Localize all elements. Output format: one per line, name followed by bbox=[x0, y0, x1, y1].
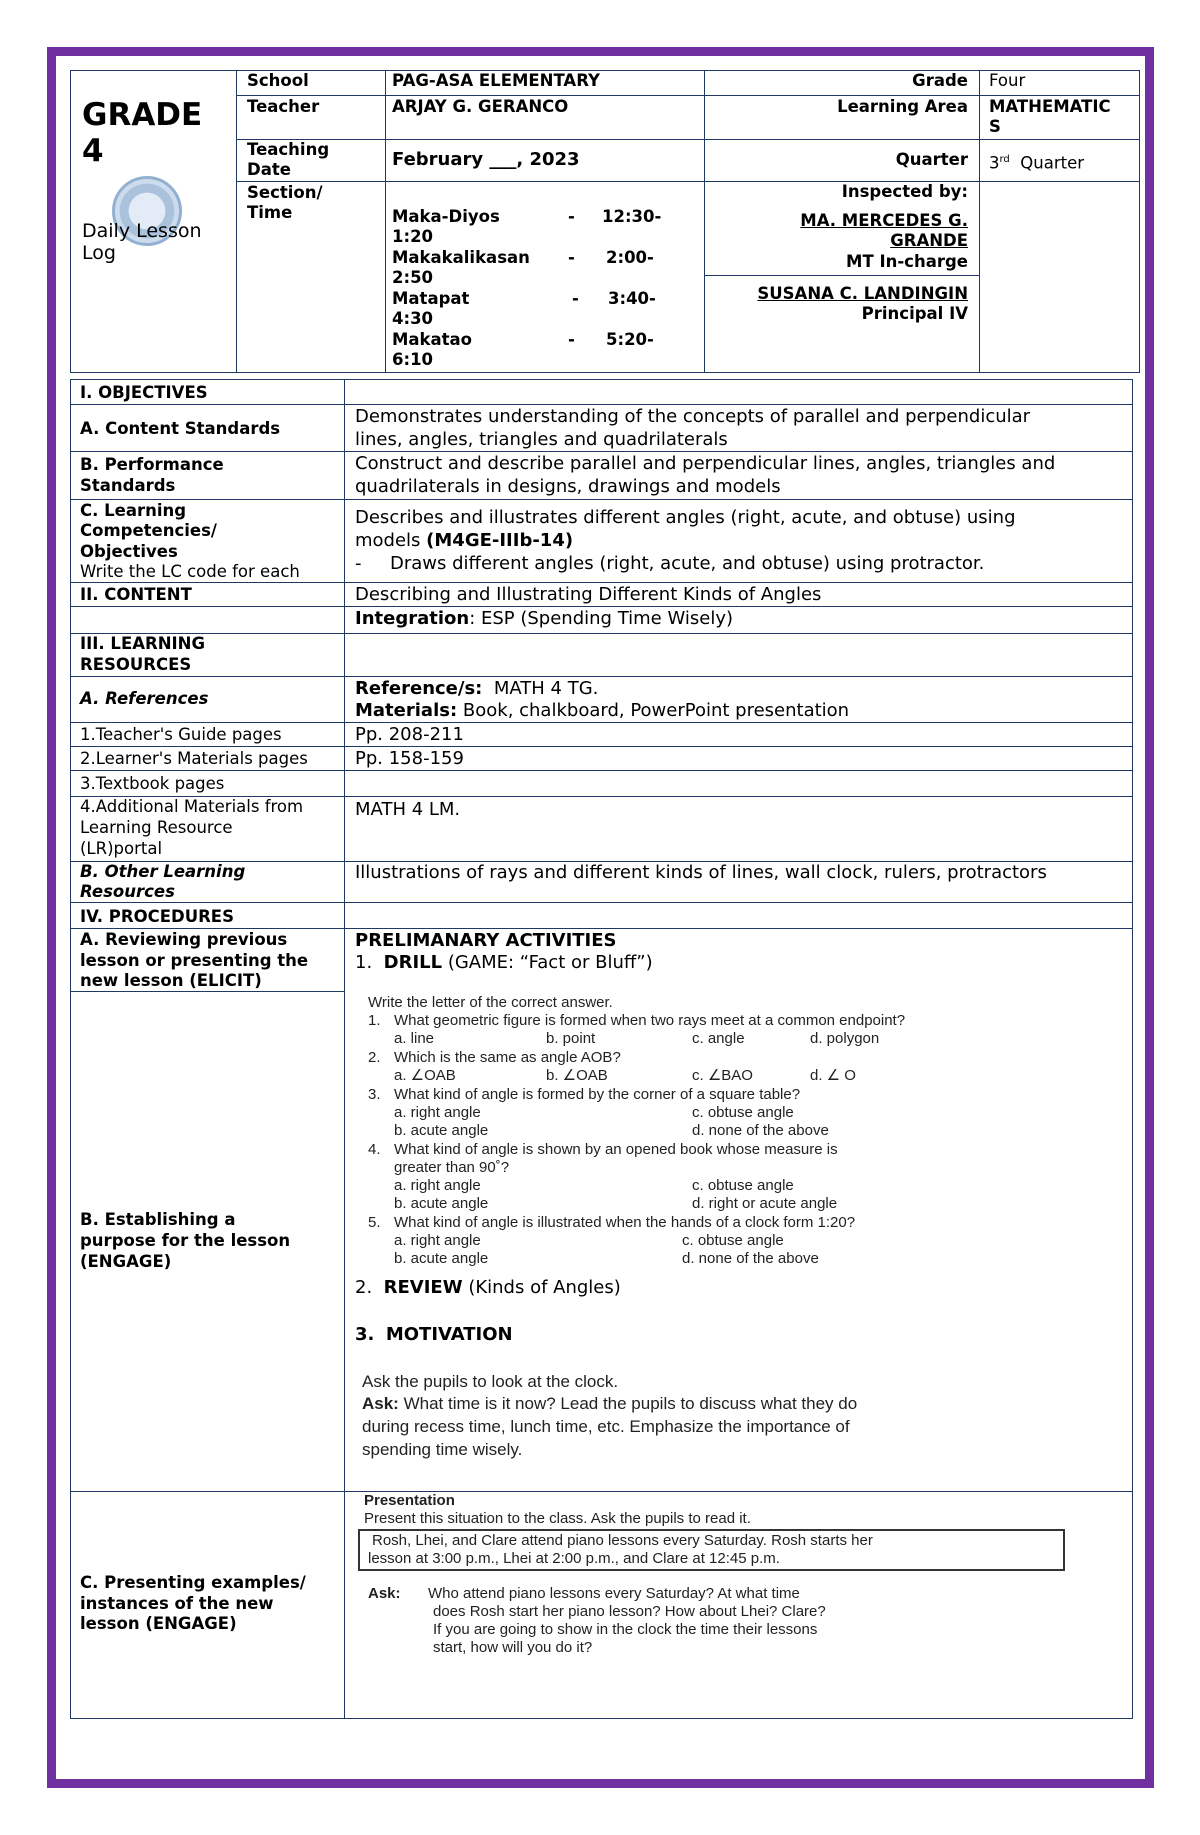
competencies-line-3-dash: - bbox=[355, 553, 362, 574]
other-value: Illustrations of rays and different kinds of lines, wall clock, rulers, protractors bbox=[355, 862, 1047, 883]
situation-line-2: lesson at 3:00 p.m., Lhei at 2:00 p.m., and Clare at 12:45 p.m. bbox=[368, 1550, 780, 1567]
q5-opt-a: a. right angle bbox=[394, 1232, 481, 1249]
q4-opt-a: a. right angle bbox=[394, 1177, 481, 1194]
quarter-value: 3rd Quarter bbox=[989, 153, 1085, 173]
additional-label-1: 4.Additional Materials from bbox=[80, 797, 304, 816]
q4-text-2: greater than 90˚? bbox=[394, 1159, 510, 1176]
drill-line: 1. DRILL (GAME: “Fact or Bluff”) bbox=[355, 952, 653, 973]
tg-value: Pp. 208-211 bbox=[355, 724, 464, 745]
q1-text: What geometric figure is formed when two rays meet at a common endpoint? bbox=[394, 1012, 906, 1029]
references-label: A. References bbox=[80, 689, 209, 708]
preliminary-activities: PRELIMANARY ACTIVITIES bbox=[355, 930, 617, 951]
b-label-2: purpose for the lesson bbox=[80, 1231, 291, 1250]
teaching-date-label-2: Date bbox=[247, 160, 291, 179]
section-end: 2:50 bbox=[392, 268, 434, 287]
q2-opt-d: d. ∠ O bbox=[810, 1067, 856, 1084]
grade-title: GRADE 4 bbox=[82, 97, 203, 169]
presentation-text: Present this situation to the class. Ask the pupils to read it. bbox=[364, 1510, 751, 1527]
lm-label: 2.Learner's Materials pages bbox=[80, 749, 308, 768]
competencies-line-2: models (M4GE-IIIb-14) bbox=[355, 530, 574, 551]
b-label-3: (ENGAGE) bbox=[80, 1252, 172, 1271]
motivation-line: 3. MOTIVATION bbox=[355, 1324, 513, 1345]
performance-line-2: quadrilaterals in designs, drawings and models bbox=[355, 476, 781, 497]
performance-line-1: Construct and describe parallel and perpendicular lines, angles, triangles and bbox=[355, 453, 1056, 474]
learning-area-label: Learning Area bbox=[837, 97, 968, 116]
q1-num: 1. bbox=[368, 1012, 381, 1029]
q5-num: 5. bbox=[368, 1214, 381, 1231]
additional-value: MATH 4 LM. bbox=[355, 799, 461, 820]
q4-opt-d: d. right or acute angle bbox=[692, 1195, 838, 1212]
q5-opt-b: b. acute angle bbox=[394, 1250, 489, 1267]
ask-line-1: Who attend piano lessons every Saturday? At what time bbox=[428, 1585, 800, 1602]
q3-opt-c: c. obtuse angle bbox=[692, 1104, 794, 1121]
teaching-date-label-1: Teaching bbox=[247, 140, 330, 159]
mt-title: MT In-charge bbox=[846, 252, 968, 271]
performance-label-2: Standards bbox=[80, 476, 176, 495]
additional-label-2: Learning Resource bbox=[80, 818, 233, 837]
content-standards-line-1: Demonstrates understanding of the concepts of parallel and perpendicular bbox=[355, 406, 1031, 427]
section-row: Makakalikasan - 2:00- bbox=[392, 248, 654, 267]
objectives-heading: I. OBJECTIVES bbox=[80, 383, 208, 402]
resources-heading-1: III. LEARNING bbox=[80, 634, 205, 653]
mt-name-2: GRANDE bbox=[890, 231, 968, 250]
c-label-3: lesson (ENGAGE) bbox=[80, 1614, 237, 1633]
q1-opt-a: a. line bbox=[394, 1030, 435, 1047]
q5-text: What kind of angle is illustrated when the hands of a clock form 1:20? bbox=[394, 1214, 856, 1231]
presentation-title: Presentation bbox=[364, 1492, 455, 1509]
performance-label-1: B. Performance bbox=[80, 455, 224, 474]
q4-opt-b: b. acute angle bbox=[394, 1195, 489, 1212]
school-value: PAG-ASA ELEMENTARY bbox=[392, 71, 600, 90]
b-label-1: B. Establishing a bbox=[80, 1210, 236, 1229]
quarter-label: Quarter bbox=[895, 150, 968, 169]
procedures-heading: IV. PROCEDURES bbox=[80, 907, 234, 926]
motivation-text-2: Ask: What time is it now? Lead the pupils to discuss what they do bbox=[362, 1394, 858, 1413]
section-end: 4:30 bbox=[392, 309, 434, 328]
section-row: Makatao - 5:20- bbox=[392, 330, 654, 349]
school-label: School bbox=[247, 71, 309, 90]
ask-label: Ask: bbox=[368, 1585, 401, 1602]
section-label-2: Time bbox=[247, 203, 293, 222]
integration: Integration: ESP (Spending Time Wisely) bbox=[355, 608, 733, 629]
teacher-label: Teacher bbox=[247, 97, 320, 116]
q1-opt-d: d. polygon bbox=[810, 1030, 880, 1047]
q4-num: 4. bbox=[368, 1141, 381, 1158]
ask-line-2: does Rosh start her piano lesson? How about Lhei? Clare? bbox=[433, 1603, 826, 1620]
competencies-label-4: Write the LC code for each bbox=[80, 562, 300, 581]
ask-line-3: If you are going to show in the clock the time their lessons bbox=[433, 1621, 818, 1638]
grade-label: Grade bbox=[912, 71, 968, 90]
competencies-label-1: C. Learning bbox=[80, 501, 187, 520]
a-label-3: new lesson (ELICIT) bbox=[80, 971, 262, 990]
mt-name-1: MA. MERCEDES G. bbox=[800, 211, 968, 230]
daily-lesson-log-label: Daily Lesson Log bbox=[82, 220, 202, 264]
teaching-date-value: February ___, 2023 bbox=[392, 149, 580, 170]
competencies-line-1: Describes and illustrates different angles (right, acute, and obtuse) using bbox=[355, 507, 1016, 528]
q3-opt-a: a. right angle bbox=[394, 1104, 481, 1121]
a-label-1: A. Reviewing previous bbox=[80, 930, 288, 949]
other-label-1: B. Other Learning bbox=[80, 862, 246, 881]
content-standards-line-2: lines, angles, triangles and quadrilaterals bbox=[355, 429, 728, 450]
motivation-text-4: spending time wisely. bbox=[362, 1440, 523, 1459]
c-label-1: C. Presenting examples/ bbox=[80, 1573, 306, 1592]
situation-line-1: Rosh, Lhei, and Clare attend piano lessons every Saturday. Rosh starts her bbox=[372, 1532, 873, 1549]
content-standards-label: A. Content Standards bbox=[80, 419, 281, 438]
motivation-text-1: Ask the pupils to look at the clock. bbox=[362, 1372, 619, 1391]
reference-line: Reference/s: MATH 4 TG. bbox=[355, 678, 599, 699]
learning-area-value-1: MATHEMATIC bbox=[989, 97, 1111, 116]
section-end: 6:10 bbox=[392, 350, 434, 369]
q3-num: 3. bbox=[368, 1086, 381, 1103]
materials-line: Materials: Book, chalkboard, PowerPoint presentation bbox=[355, 700, 850, 721]
textbook-label: 3.Textbook pages bbox=[80, 774, 225, 793]
q2-num: 2. bbox=[368, 1049, 381, 1066]
section-label-1: Section/ bbox=[247, 183, 323, 202]
q1-opt-c: c. angle bbox=[692, 1030, 745, 1047]
q2-opt-c: c. ∠BAO bbox=[692, 1067, 753, 1084]
teacher-value: ARJAY G. GERANCO bbox=[392, 97, 569, 116]
resources-heading-2: RESOURCES bbox=[80, 655, 192, 674]
q4-text-1: What kind of angle is shown by an opened book whose measure is bbox=[394, 1141, 838, 1158]
quiz-instruction: Write the letter of the correct answer. bbox=[368, 994, 613, 1011]
principal-title: Principal IV bbox=[861, 304, 968, 323]
q3-opt-b: b. acute angle bbox=[394, 1122, 489, 1139]
q5-opt-c: c. obtuse angle bbox=[682, 1232, 784, 1249]
motivation-text-3: during recess time, lunch time, etc. Emphasize the importance of bbox=[362, 1417, 850, 1436]
q2-text: Which is the same as angle AOB? bbox=[394, 1049, 621, 1066]
q4-opt-c: c. obtuse angle bbox=[692, 1177, 794, 1194]
other-label-2: Resources bbox=[80, 882, 175, 901]
grade-value: Four bbox=[989, 71, 1026, 90]
ask-line-4: start, how will you do it? bbox=[433, 1639, 593, 1656]
learning-area-value-2: S bbox=[989, 117, 1001, 136]
c-label-2: instances of the new bbox=[80, 1594, 274, 1613]
competencies-label-3: Objectives bbox=[80, 542, 178, 561]
competencies-line-3: Draws different angles (right, acute, and obtuse) using protractor. bbox=[390, 553, 985, 574]
tg-label: 1.Teacher's Guide pages bbox=[80, 725, 282, 744]
review-line: 2. REVIEW (Kinds of Angles) bbox=[355, 1277, 621, 1298]
additional-label-3: (LR)portal bbox=[80, 839, 163, 858]
content-heading: II. CONTENT bbox=[80, 585, 192, 604]
lm-value: Pp. 158-159 bbox=[355, 748, 464, 769]
q3-opt-d: d. none of the above bbox=[692, 1122, 829, 1139]
section-end: 1:20 bbox=[392, 227, 434, 246]
q1-opt-b: b. point bbox=[546, 1030, 596, 1047]
q2-opt-b: b. ∠OAB bbox=[546, 1067, 608, 1084]
q5-opt-d: d. none of the above bbox=[682, 1250, 819, 1267]
q2-opt-a: a. ∠OAB bbox=[394, 1067, 456, 1084]
section-row: Maka-Diyos - 12:30- bbox=[392, 207, 662, 226]
inspected-by: Inspected by: bbox=[841, 182, 968, 201]
content-topic: Describing and Illustrating Different Kinds of Angles bbox=[355, 584, 822, 605]
q3-text: What kind of angle is formed by the corner of a square table? bbox=[394, 1086, 801, 1103]
competencies-label-2: Competencies/ bbox=[80, 521, 217, 540]
section-row: Matapat - 3:40- bbox=[392, 289, 656, 308]
principal-name: SUSANA C. LANDINGIN bbox=[757, 284, 968, 303]
a-label-2: lesson or presenting the bbox=[80, 951, 309, 970]
